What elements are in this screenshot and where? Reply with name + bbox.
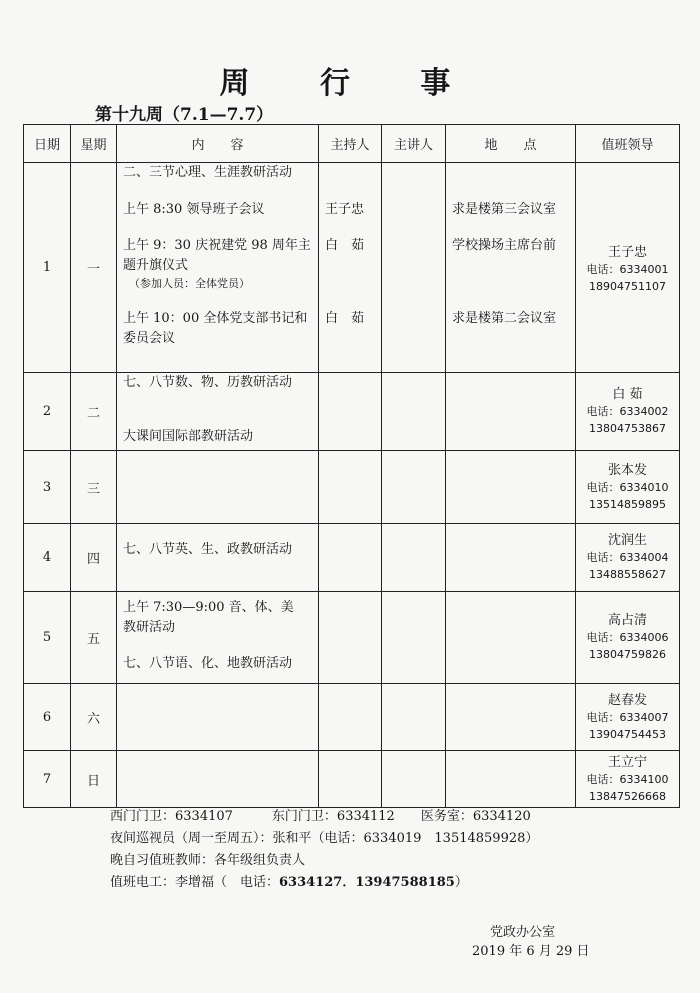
table-row bbox=[24, 592, 680, 684]
content-cell bbox=[117, 163, 319, 373]
date-cell: 7 bbox=[24, 751, 71, 808]
leader-tel: 电话：6334010 bbox=[586, 480, 669, 494]
content-cell bbox=[117, 373, 319, 451]
speaker-cell bbox=[382, 684, 446, 751]
header-weekday: 星期 bbox=[71, 125, 117, 163]
weekday-cell: 五 bbox=[71, 592, 117, 684]
host-name: 王子忠 bbox=[325, 202, 365, 217]
date-cell: 1 bbox=[24, 163, 71, 373]
leader-name: 沈润生 bbox=[607, 533, 647, 548]
weekday-cell: 六 bbox=[71, 684, 117, 751]
content-line: 二、三节心理、生涯教研活动 bbox=[123, 165, 293, 180]
speaker-cell bbox=[382, 163, 446, 373]
leader-cell bbox=[576, 163, 680, 373]
header-date: 日期 bbox=[24, 125, 71, 163]
weekday-cell: 日 bbox=[71, 751, 117, 808]
leader-name: 王立宁 bbox=[607, 754, 647, 770]
content-line: 委员会议 bbox=[123, 331, 176, 346]
table-header-row bbox=[24, 125, 680, 163]
content-line: 七、八节语、化、地教研活动 bbox=[123, 656, 293, 671]
content-cell bbox=[117, 592, 319, 684]
header-host: 主持人 bbox=[319, 125, 382, 163]
leader-cell bbox=[576, 592, 680, 684]
footer-line-electrician: 值班电工：李增福（ 电话：6334127．13947588185） bbox=[110, 875, 468, 890]
date-cell: 3 bbox=[24, 451, 71, 524]
header-content: 内 容 bbox=[117, 125, 319, 163]
leader-tel: 电话：6334001 bbox=[586, 263, 669, 276]
page-title: 周 行 事 bbox=[219, 66, 481, 101]
signature-office: 党政办公室 bbox=[490, 925, 556, 940]
leader-name: 张本发 bbox=[607, 462, 647, 478]
speaker-cell bbox=[382, 524, 446, 592]
content-cell bbox=[117, 524, 319, 592]
place-cell bbox=[446, 163, 576, 373]
host-cell bbox=[319, 451, 382, 524]
leader-name: 赵春发 bbox=[607, 692, 647, 708]
host-cell bbox=[319, 524, 382, 592]
week-subtitle: 第十九周（7.1—7.7） bbox=[95, 105, 274, 125]
table-row bbox=[24, 373, 680, 451]
speaker-cell bbox=[382, 451, 446, 524]
speaker-cell bbox=[382, 751, 446, 808]
host-cell bbox=[319, 684, 382, 751]
content-line: 上午 7:30—9:00 音、体、美 bbox=[123, 600, 294, 615]
leader-cell bbox=[576, 451, 680, 524]
host-name: 白 茹 bbox=[325, 311, 365, 326]
header-speaker: 主讲人 bbox=[382, 125, 446, 163]
leader-mobile: 13804759826 bbox=[589, 648, 666, 661]
leader-mobile: 13804753867 bbox=[589, 422, 666, 435]
schedule-table bbox=[23, 124, 680, 808]
leader-mobile: 13514859895 bbox=[589, 497, 666, 511]
footer-line-patrol: 夜间巡视员（周一至周五）：张和平（电话：6334019 13514859928） bbox=[110, 831, 539, 846]
place-cell bbox=[446, 524, 576, 592]
host-name: 白 茹 bbox=[325, 238, 365, 253]
place-cell bbox=[446, 751, 576, 808]
speaker-cell bbox=[382, 592, 446, 684]
content-line: 教研活动 bbox=[123, 620, 176, 635]
table-row bbox=[24, 751, 680, 808]
leader-mobile: 18904751107 bbox=[589, 280, 666, 293]
clinic: 医务室：6334120 bbox=[420, 809, 531, 824]
leader-tel: 电话：6334006 bbox=[586, 631, 669, 644]
content-cell bbox=[117, 451, 319, 524]
leader-tel: 电话：6334100 bbox=[586, 772, 669, 786]
leader-tel: 电话：6334002 bbox=[586, 405, 669, 418]
content-line: （参加人员：全体党员） bbox=[129, 277, 250, 290]
host-cell bbox=[319, 163, 382, 373]
weekday-cell: 一 bbox=[71, 163, 117, 373]
weekday-cell: 四 bbox=[71, 524, 117, 592]
content-line: 七、八节英、生、政教研活动 bbox=[123, 542, 293, 557]
content-line: 题升旗仪式 bbox=[123, 258, 189, 273]
signature-date: 2019 年 6 月 29 日 bbox=[472, 944, 590, 959]
leader-tel: 电话：6334004 bbox=[586, 551, 669, 564]
content-line: 上午 10：00 全体党支部书记和 bbox=[123, 311, 308, 326]
weekday-cell: 三 bbox=[71, 451, 117, 524]
place-cell bbox=[446, 592, 576, 684]
speaker-cell bbox=[382, 373, 446, 451]
leader-mobile: 13904754453 bbox=[589, 727, 666, 741]
place-name: 学校操场主席台前 bbox=[452, 238, 557, 253]
date-cell: 6 bbox=[24, 684, 71, 751]
date-cell: 5 bbox=[24, 592, 71, 684]
place-name: 求是楼第二会议室 bbox=[452, 311, 557, 326]
table-row bbox=[24, 524, 680, 592]
date-cell: 2 bbox=[24, 373, 71, 451]
east-gate: 东门门卫：6334112 bbox=[271, 809, 395, 824]
leader-name: 王子忠 bbox=[607, 245, 647, 260]
west-gate: 西门门卫：6334107 bbox=[110, 809, 233, 824]
leader-tel: 电话：6334007 bbox=[586, 710, 669, 724]
content-cell bbox=[117, 684, 319, 751]
host-cell bbox=[319, 751, 382, 808]
place-cell bbox=[446, 684, 576, 751]
place-name: 求是楼第三会议室 bbox=[452, 202, 557, 217]
leader-mobile: 13847526668 bbox=[589, 789, 666, 803]
leader-name: 白 茹 bbox=[612, 387, 643, 402]
leader-cell bbox=[576, 524, 680, 592]
content-line: 上午 8:30 领导班子会议 bbox=[123, 202, 265, 217]
leader-name: 高占清 bbox=[607, 613, 647, 628]
content-line: 上午 9：30 庆祝建党 98 周年主 bbox=[123, 238, 311, 253]
date-cell: 4 bbox=[24, 524, 71, 592]
footer-line-gates bbox=[110, 806, 538, 828]
leader-cell bbox=[576, 684, 680, 751]
footer-line-evening: 晚自习值班教师：各年级组负责人 bbox=[110, 853, 306, 868]
header-place: 地 点 bbox=[446, 125, 576, 163]
leader-cell bbox=[576, 373, 680, 451]
content-line: 七、八节数、物、历教研活动 bbox=[123, 375, 293, 390]
leader-mobile: 13488558627 bbox=[589, 568, 666, 581]
host-cell bbox=[319, 373, 382, 451]
table-row bbox=[24, 163, 680, 373]
place-cell bbox=[446, 451, 576, 524]
electrician-phones: 6334127．13947588185 bbox=[279, 875, 455, 890]
weekday-cell: 二 bbox=[71, 373, 117, 451]
place-cell bbox=[446, 373, 576, 451]
table-row bbox=[24, 451, 680, 524]
leader-cell bbox=[576, 751, 680, 808]
content-line: 大课间国际部教研活动 bbox=[123, 429, 254, 444]
header-leader: 值班领导 bbox=[576, 125, 680, 163]
host-cell bbox=[319, 592, 382, 684]
footer-contacts bbox=[110, 806, 538, 894]
content-cell bbox=[117, 751, 319, 808]
table-row bbox=[24, 684, 680, 751]
